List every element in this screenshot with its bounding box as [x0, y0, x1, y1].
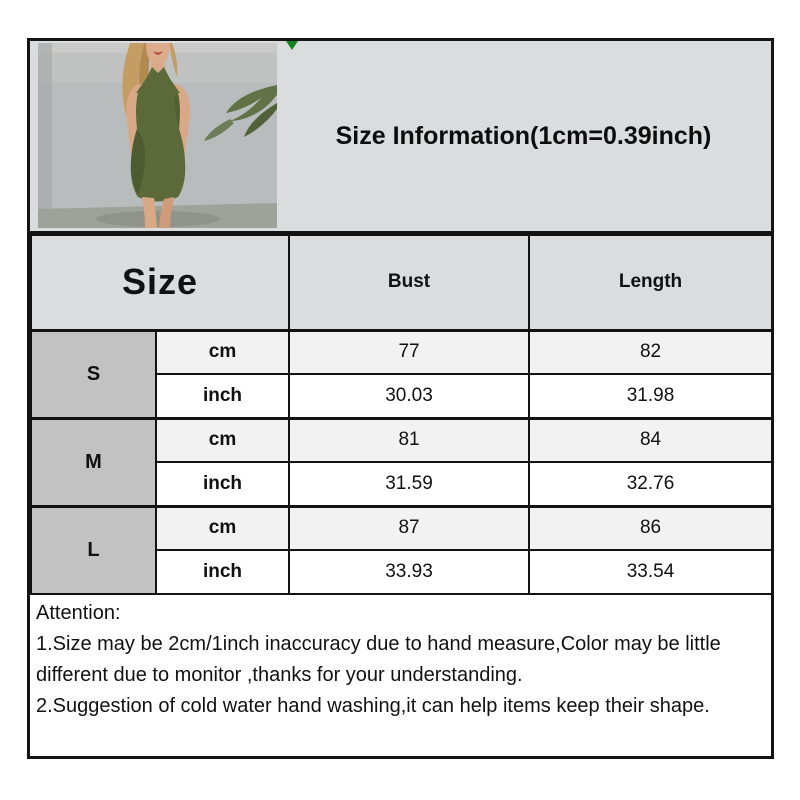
bust-value: 87 [289, 506, 529, 550]
bust-value: 77 [289, 330, 529, 374]
size-chart-sheet [27, 38, 774, 759]
unit-cell: cm [156, 330, 289, 374]
table-row-l-cm [31, 506, 772, 550]
size-header-cell: Size [31, 235, 289, 330]
dress-model-illustration [38, 43, 277, 228]
length-value: 32.76 [529, 462, 772, 506]
length-value: 33.54 [529, 550, 772, 594]
banner-title: Size Information(1cm=0.39inch) [335, 121, 712, 150]
length-header-cell: Length [529, 235, 772, 330]
bust-value: 30.03 [289, 374, 529, 418]
product-photo [38, 43, 277, 228]
size-cell-m: M [31, 418, 156, 506]
length-value: 86 [529, 506, 772, 550]
bust-value: 81 [289, 418, 529, 462]
length-value: 31.98 [529, 374, 772, 418]
attention-note-1: 1.Size may be 2cm/1inch inaccuracy due to hand measure,Color may be little different due to monitor ,thanks for your understanding. [36, 633, 721, 686]
size-info-banner [30, 41, 771, 234]
unit-cell: cm [156, 418, 289, 462]
attention-note-2: 2.Suggestion of cold water hand washing,it can help items keep their shape. [36, 695, 710, 717]
attention-heading: Attention: [36, 602, 121, 624]
size-cell-l: L [31, 506, 156, 594]
attention-notes [30, 595, 771, 722]
length-value: 82 [529, 330, 772, 374]
bust-header-cell: Bust [289, 235, 529, 330]
length-value: 84 [529, 418, 772, 462]
table-row-s-cm [31, 330, 772, 374]
size-table [30, 234, 773, 595]
table-row-m-cm [31, 418, 772, 462]
table-header-row [31, 235, 772, 330]
unit-cell: cm [156, 506, 289, 550]
unit-cell: inch [156, 462, 289, 506]
unit-cell: inch [156, 550, 289, 594]
unit-cell: inch [156, 374, 289, 418]
bust-value: 33.93 [289, 550, 529, 594]
size-cell-s: S [31, 330, 156, 418]
bust-value: 31.59 [289, 462, 529, 506]
